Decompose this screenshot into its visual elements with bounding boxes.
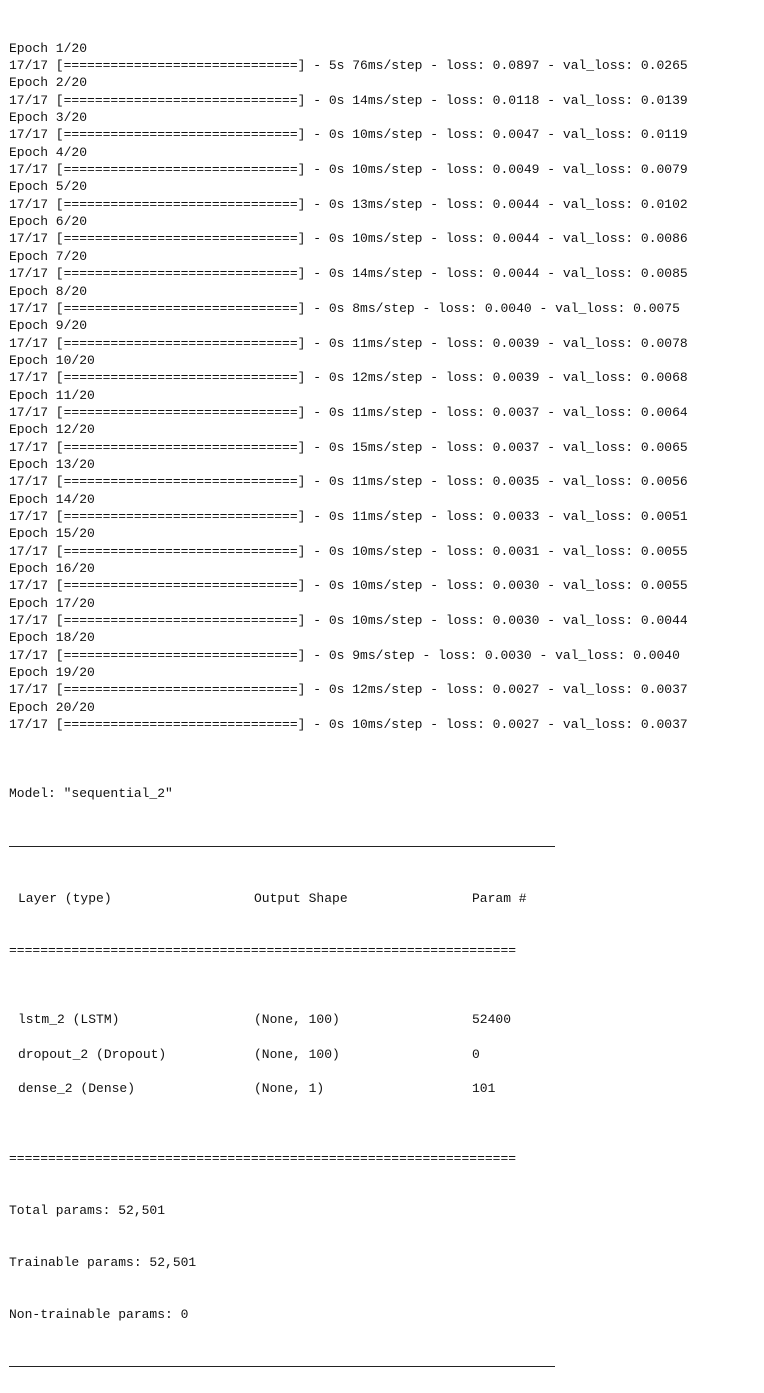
training-log xyxy=(9,40,759,734)
epoch-progress-line: 17/17 [==============================] - 0s 9ms/step - loss: 0.0030 - val_loss: 0.0040 xyxy=(9,647,680,663)
row-spacer xyxy=(9,1028,759,1045)
epoch-progress-line: 17/17 [==============================] - 0s 11ms/step - loss: 0.0035 - val_loss: 0.0056 xyxy=(9,474,688,490)
epoch-header: Epoch 13/20 xyxy=(9,456,95,472)
layer-param-count: 0 xyxy=(472,1046,480,1062)
epoch-progress-line: 17/17 [==============================] - 0s 11ms/step - loss: 0.0037 - val_loss: 0.0064 xyxy=(9,404,688,420)
header-param-count: Param # xyxy=(472,890,527,906)
console-output xyxy=(9,5,759,1393)
epoch-progress-line: 17/17 [==============================] - 0s 10ms/step - loss: 0.0047 - val_loss: 0.0119 xyxy=(9,127,688,143)
epoch-header: Epoch 18/20 xyxy=(9,630,95,646)
epoch-header: Epoch 3/20 xyxy=(9,110,88,126)
summary-layer-row xyxy=(9,1011,759,1028)
epoch-progress-line: 17/17 [==============================] - 0s 12ms/step - loss: 0.0039 - val_loss: 0.0068 xyxy=(9,370,688,386)
epoch-header: Epoch 1/20 xyxy=(9,40,88,56)
epoch-progress-line: 17/17 [==============================] - 0s 13ms/step - loss: 0.0044 - val_loss: 0.0102 xyxy=(9,196,688,212)
epoch-progress-line: 17/17 [==============================] - 0s 15ms/step - loss: 0.0037 - val_loss: 0.0065 xyxy=(9,439,688,455)
epoch-header: Epoch 8/20 xyxy=(9,283,88,299)
epoch-progress-line: 17/17 [==============================] - 0s 11ms/step - loss: 0.0039 - val_loss: 0.0078 xyxy=(9,335,688,351)
epoch-header: Epoch 9/20 xyxy=(9,318,88,334)
epoch-progress-line: 17/17 [==============================] - 0s 8ms/step - loss: 0.0040 - val_loss: 0.0075 xyxy=(9,300,680,316)
epoch-progress-line: 17/17 [==============================] - 0s 10ms/step - loss: 0.0030 - val_loss: 0.0055 xyxy=(9,578,688,594)
summary-layer-rows xyxy=(9,1011,759,1098)
layer-param-count: 101 xyxy=(472,1081,496,1097)
header-layer: Layer (type) xyxy=(18,890,112,906)
layer-name: dropout_2 (Dropout) xyxy=(18,1046,167,1062)
total-params: Total params: 52,501 xyxy=(9,1202,166,1218)
epoch-header: Epoch 11/20 xyxy=(9,387,95,403)
epoch-progress-line: 17/17 [==============================] - 0s 10ms/step - loss: 0.0027 - val_loss: 0.0037 xyxy=(9,717,688,733)
epoch-header: Epoch 17/20 xyxy=(9,595,95,611)
layer-name: lstm_2 (LSTM) xyxy=(18,1011,120,1027)
epoch-header: Epoch 4/20 xyxy=(9,144,88,160)
layer-name: dense_2 (Dense) xyxy=(18,1081,136,1097)
epoch-progress-line: 17/17 [==============================] - 0s 10ms/step - loss: 0.0049 - val_loss: 0.0079 xyxy=(9,162,688,178)
non-trainable-params: Non-trainable params: 0 xyxy=(9,1306,189,1322)
epoch-header: Epoch 15/20 xyxy=(9,526,95,542)
epoch-header: Epoch 2/20 xyxy=(9,75,88,91)
epoch-header: Epoch 6/20 xyxy=(9,214,88,230)
epoch-progress-line: 17/17 [==============================] - 0s 10ms/step - loss: 0.0030 - val_loss: 0.0044 xyxy=(9,613,688,629)
summary-header-separator: ================================================================= xyxy=(9,942,517,958)
epoch-header: Epoch 16/20 xyxy=(9,561,95,576)
epoch-header: Epoch 14/20 xyxy=(9,491,95,507)
layer-param-count: 52400 xyxy=(472,1011,512,1027)
header-output-shape: Output Shape xyxy=(254,890,348,906)
epoch-progress-line: 17/17 [==============================] - 0s 14ms/step - loss: 0.0118 - val_loss: 0.0139 xyxy=(9,92,688,108)
epoch-header: Epoch 7/20 xyxy=(9,248,88,264)
row-spacer xyxy=(9,1063,759,1080)
epoch-header: Epoch 20/20 xyxy=(9,699,95,715)
epoch-header: Epoch 19/20 xyxy=(9,665,95,681)
summary-top-rule xyxy=(9,838,759,855)
summary-layer-row xyxy=(9,1080,759,1097)
epoch-progress-line: 17/17 [==============================] - 0s 11ms/step - loss: 0.0033 - val_loss: 0.0051 xyxy=(9,508,688,524)
summary-header-row xyxy=(9,890,759,907)
epoch-progress-line: 17/17 [==============================] - 5s 76ms/step - loss: 0.0897 - val_loss: 0.0265 xyxy=(9,58,688,74)
trainable-params: Trainable params: 52,501 xyxy=(9,1254,197,1270)
epoch-header: Epoch 5/20 xyxy=(9,179,88,195)
model-title: Model: "sequential_2" xyxy=(9,786,173,802)
layer-output-shape: (None, 100) xyxy=(254,1046,340,1062)
epoch-progress-line: 17/17 [==============================] - 0s 14ms/step - loss: 0.0044 - val_loss: 0.0085 xyxy=(9,266,688,282)
summary-end-rule xyxy=(9,1358,759,1375)
epoch-progress-line: 17/17 [==============================] - 0s 10ms/step - loss: 0.0031 - val_loss: 0.0055 xyxy=(9,543,688,559)
layer-output-shape: (None, 1) xyxy=(254,1081,325,1097)
epoch-progress-line: 17/17 [==============================] - 0s 12ms/step - loss: 0.0027 - val_loss: 0.0037 xyxy=(9,682,688,698)
epoch-progress-line: 17/17 [==============================] - 0s 10ms/step - loss: 0.0044 - val_loss: 0.0086 xyxy=(9,231,688,247)
layer-output-shape: (None, 100) xyxy=(254,1011,340,1027)
summary-bottom-separator: ================================================================= xyxy=(9,1150,517,1166)
epoch-header: Epoch 10/20 xyxy=(9,352,95,368)
epoch-header: Epoch 12/20 xyxy=(9,422,95,438)
summary-layer-row xyxy=(9,1046,759,1063)
